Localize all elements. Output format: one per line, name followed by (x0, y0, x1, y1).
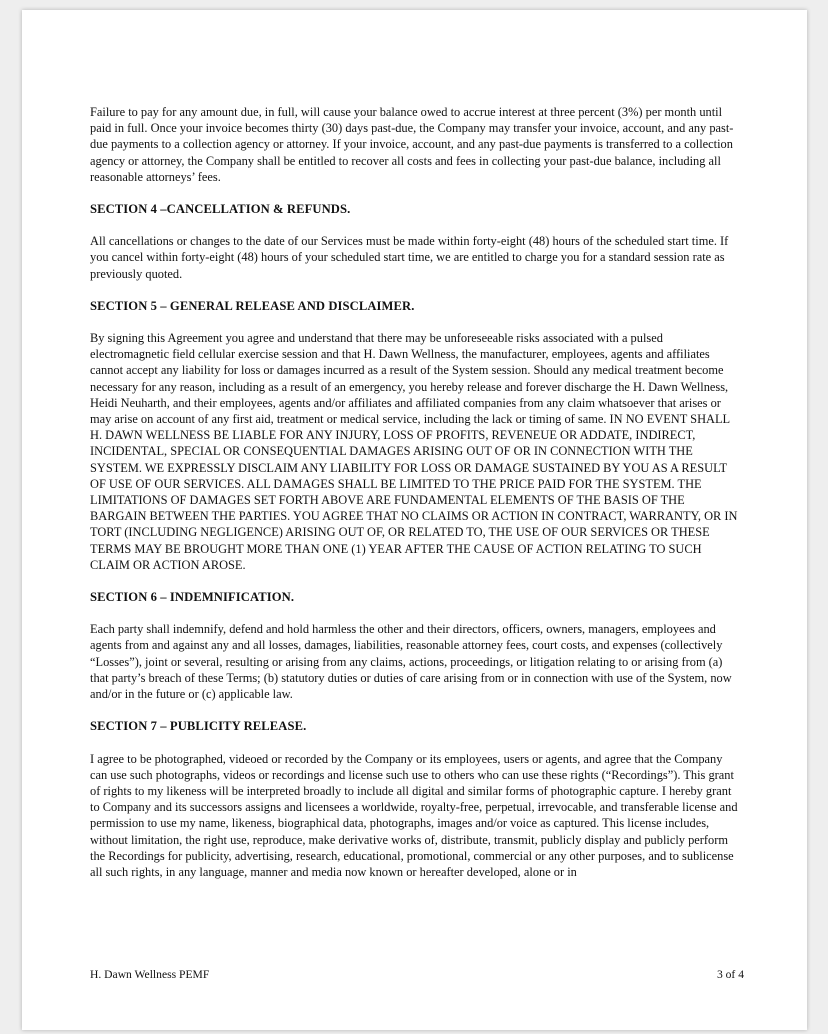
indemnification-paragraph: Each party shall indemnify, defend and hold harmless the other and their directors, officers, owners, managers, employees and agents from and against any and all losses, damages, liabilities, reasonable attorney fees, court costs, and expenses (collectively “Losses”), joint or several, resulting or arising from any claims, actions, proceedings, or litigation relating to or arising from (a) that party’s breach of these Terms; (b) statutory duties or duties of care arising from or in connection with use of the System, now and/or in the future or (c) applicable law. (90, 622, 732, 702)
footer-page-number: 3 of 4 (716, 968, 744, 981)
section-5-heading: SECTION 5 – GENERAL RELEASE AND DISCLAIMER. (90, 298, 415, 313)
payment-terms-paragraph: Failure to pay for any amount due, in full, will cause your balance owed to accrue interest at three percent (3%) per month until paid in full. Once your invoice becomes thirty (30) days past-due, the Company may transfer your invoice, account, and any past-due payments to a collection agency or attorney. If your invoice, account, and any past-due payments is transferred to a collection agency or attorney, the Company shall be entitled to recover all costs and fees in collecting your past-due balance, including all reasonable attorneys’ fees. (90, 105, 734, 184)
section-7-heading: SECTION 7 – PUBLICITY RELEASE. (90, 719, 307, 734)
cancellation-paragraph: All cancellations or changes to the date of our Services must be made within forty-eight (48) hours of the scheduled start time. If you cancel within forty-eight (48) hours of your scheduled start time, we are entitled to charge you for a standard session rate as previously quoted. (90, 234, 729, 281)
section-6-heading: SECTION 6 – INDEMNIFICATION. (90, 590, 295, 605)
document-page (22, 10, 807, 1030)
publicity-release-paragraph: I agree to be photographed, videoed or recorded by the Company or its employees, users or agents, and agree that the Company can use such photographs, videos or recordings and license such use to others who can use these rights (“Recordings”). This grant of rights to my likeness will be interpreted broadly to include all digital and similar forms of photographic capture. I hereby grant to Company and its successors assigns and licensees a worldwide, royalty-free, perpetual, irrevocable, and transferable license and permission to use my name, likeness, biographical data, photographs, images and/or voice as captured. This license includes, without limitation, the right use, reproduce, make derivative works of, distribute, transmit, publicly display and publicly perform the Recordings for publicity, advertising, research, educational, promotional, commercial or any other purposes, and to sublicense all such rights, in any language, manner and media now known or hereafter developed, alone or in (90, 751, 738, 879)
release-disclaimer-paragraph: By signing this Agreement you agree and understand that there may be unforeseeable risks associated with a pulsed electromagnetic field cellular exercise session and that H. Dawn Wellness, the manufacturer, employees, agents and affiliates cannot accept any liability for loss or damages incurred as a result of the System session. Should any medical treatment become necessary for any reason, including as a result of an emergency, you hereby release and forever discharge the H. Dawn Wellness, Heidi Neuharth, and their employees, agents and/or affiliates and affiliated companies from any claim whatsoever that arises or may arise on account of any first aid, treatment or medical service, including the lack or timing of same. IN NO EVENT SHALL H. DAWN WELLNESS BE LIABLE FOR ANY INJURY, LOSS OF PROFITS, REVENEUE OR ADDATE, INDIRECT, INCIDENTAL, SPECIAL OR CONSEQUENTIAL DAMAGES ARISING OUT OF OR IN CONNECTION WITH THE SYSTEM. WE EXPRESSLY DISCLAIM ANY LIABILITY FOR LOSS OR DAMAGE SUSTAINED BY YOU AS A RESULT OF USE OF OUR SERVICES. ALL DAMAGES SHALL BE LIMITED TO THE PRICE PAID FOR THE SYSTEM. THE LIMITATIONS OF DAMAGES SET FORTH ABOVE ARE FUNDAMENTAL ELEMENTS OF THE BASIS OF THE BARGAIN BETWEEN THE PARTIES. YOU AGREE THAT NO CLAIMS OR ACTION IN CONTRACT, WARRANTY, OR IN TORT (INCLUDING NEGLIGENCE) ARISING OUT OF, OR RELATED TO, THE USE OF OUR SERVICES OR THESE TERMS MAY BE BROUGHT MORE THAN ONE (1) YEAR AFTER THE CAUSE OF ACTION RELATING TO SUCH CLAIM OR ACTION AROSE. (90, 331, 738, 572)
section-4-heading: SECTION 4 –CANCELLATION & REFUNDS. (90, 202, 351, 217)
document-body (90, 104, 740, 880)
footer-company-name: H. Dawn Wellness PEMF (90, 968, 210, 981)
